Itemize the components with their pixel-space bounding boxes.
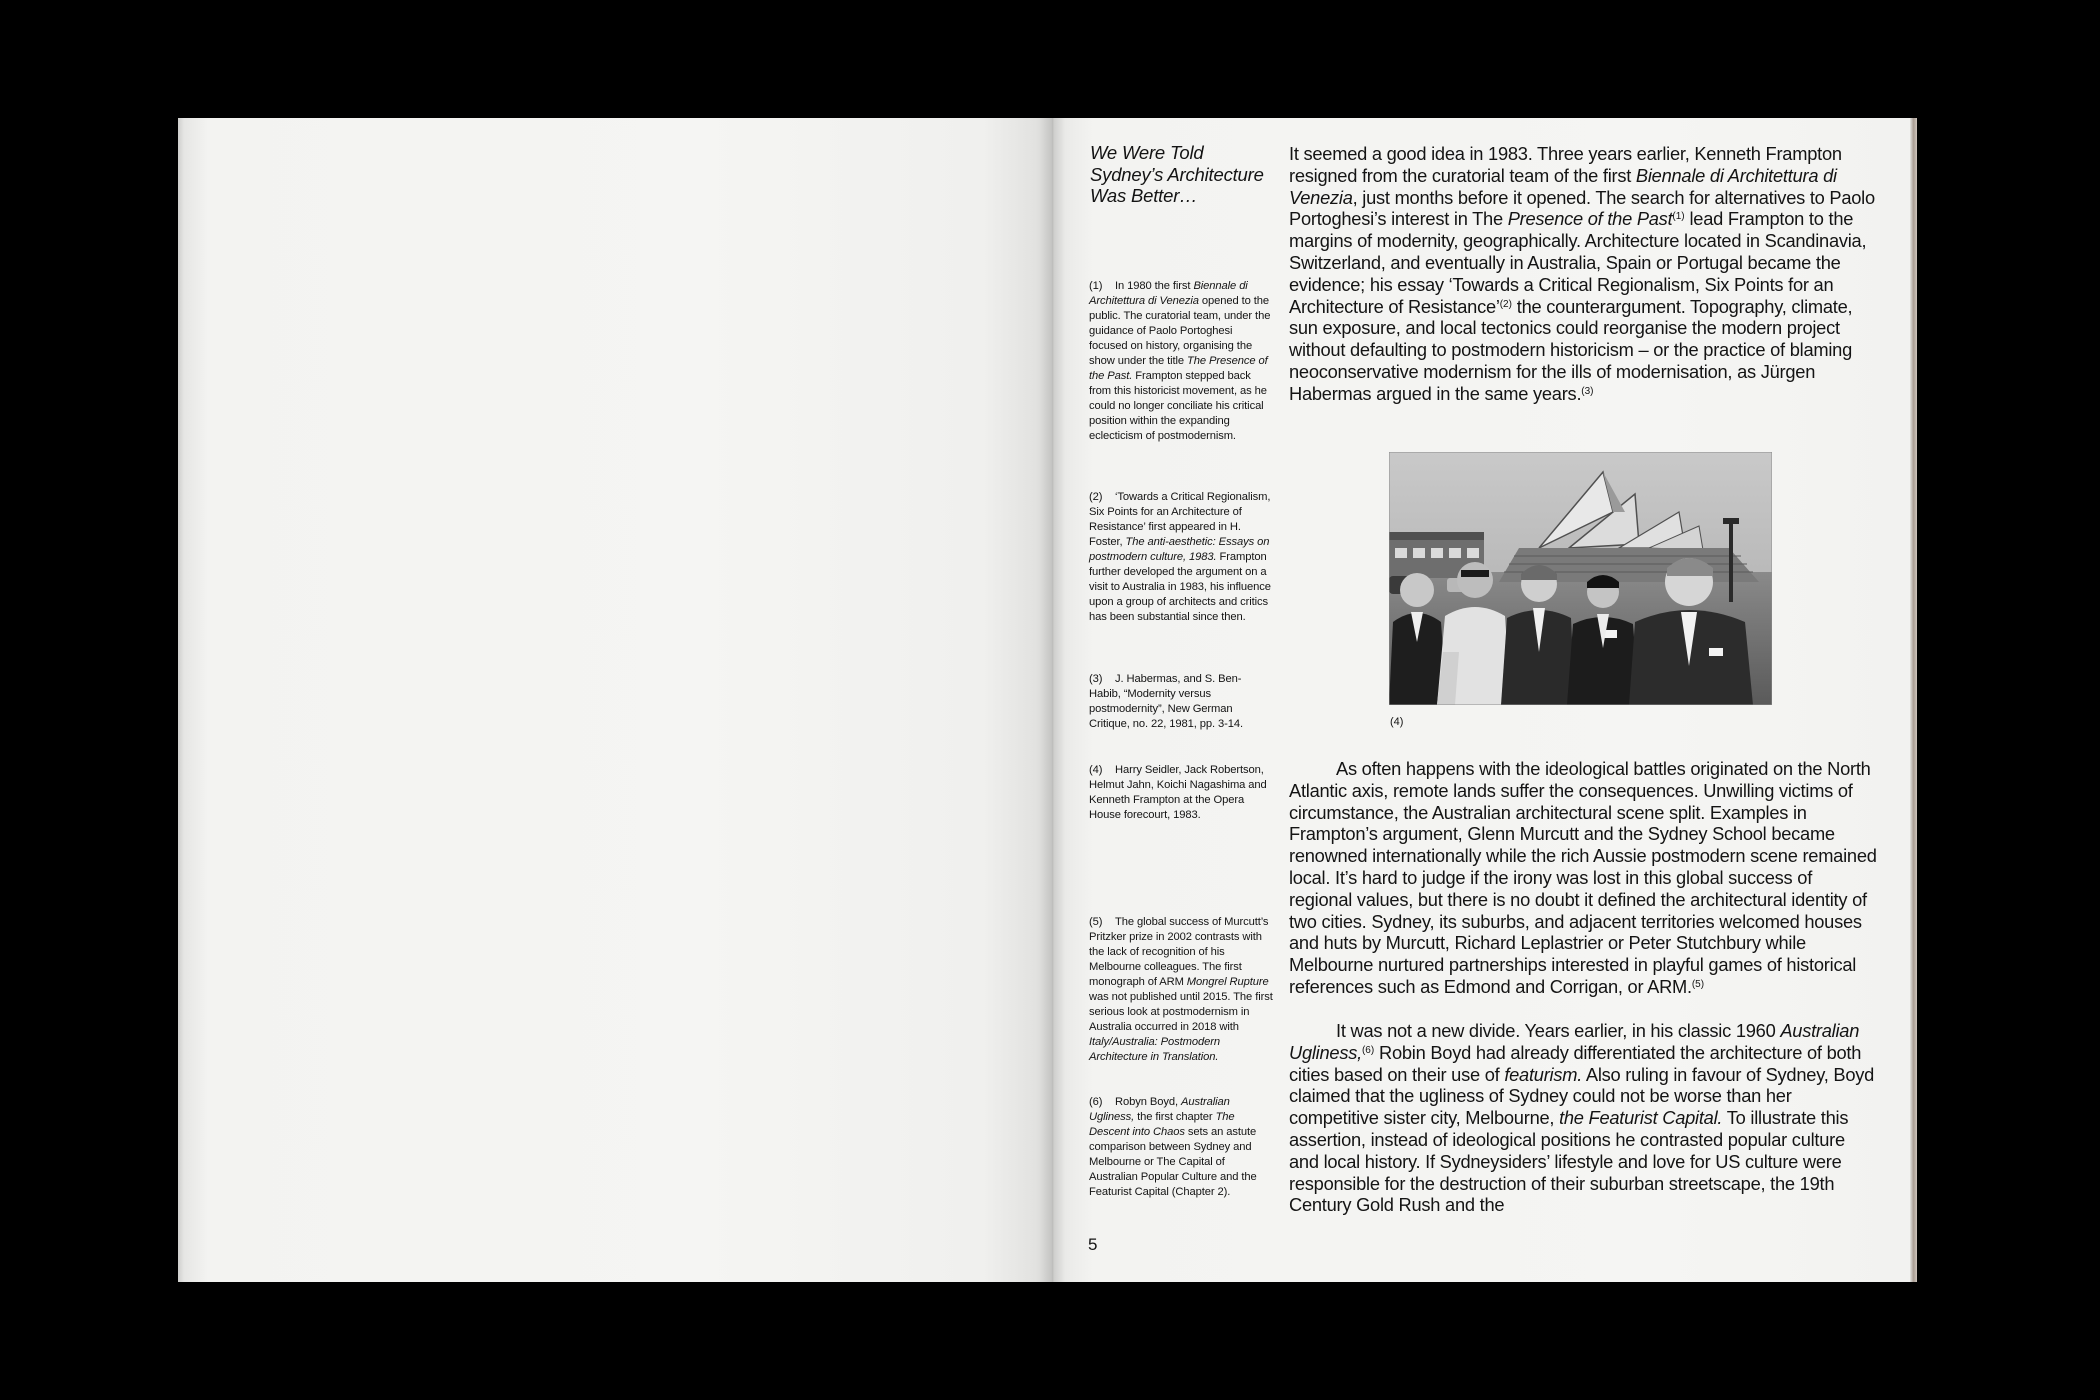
footnote-1	[1089, 279, 1273, 444]
opera-house-photo	[1389, 452, 1772, 705]
text-run: sets an astute comparison between Sydney and Melbourne or The Capital of Australian Popular Culture and the Featurist Capital (Chapter 2).	[1089, 1126, 1257, 1198]
photo-caption: (4)	[1390, 716, 1404, 728]
italic-run: Italy/Australia: Postmodern Architecture in Translation.	[1089, 1036, 1220, 1063]
text-run: ‘Towards a Critical Regionalism, Six Points for an Architecture of Resistance’ first appeared in H. Foster,	[1089, 491, 1271, 548]
footnote-ref: (1)	[1672, 211, 1685, 223]
footnote-number: (2)	[1089, 491, 1103, 503]
italic-run: Australian Ugliness,	[1089, 1096, 1230, 1123]
footnote-6	[1089, 1095, 1273, 1200]
text-run: the first chapter	[1134, 1111, 1216, 1123]
section-title-line: Sydney’s Architecture	[1090, 163, 1264, 185]
footnote-4	[1089, 763, 1273, 823]
body-paragraph-2	[1289, 758, 1879, 998]
left-page-blank	[178, 118, 1053, 1282]
page-edge	[1910, 118, 1917, 1282]
text-run: To illustrate this assertion, instead of ideological positions he contrasted popular culture and local history. If Sydneysiders’ lifestyle and love for US culture were responsible for the destruction of their suburban streetscape, the 19th Century Gold Rush and the	[1289, 1107, 1849, 1216]
italic-run: Australian Ugliness,	[1289, 1020, 1860, 1063]
italic-run: Biennale di Architettura di Venezia	[1289, 164, 1837, 208]
text-run: Harry Seidler, Jack Robertson, Helmut Jahn, Koichi Nagashima and Kenneth Frampton at the Opera House forecourt, 1983.	[1089, 764, 1267, 821]
footnote-number: (4)	[1089, 764, 1103, 776]
text-run: Also ruling in favour of Sydney, Boyd claimed that the ugliness of Sydney could not be worse than her competitive sister city, Melbourne,	[1289, 1063, 1875, 1129]
italic-run: The anti-aesthetic: Essays on postmodern culture, 1983.	[1089, 536, 1270, 563]
text-run: It seemed a good idea in 1983. Three years earlier, Kenneth Frampton resigned from the curatorial team of the first	[1289, 143, 1842, 186]
italic-run: Biennale di Architettura di Venezia	[1089, 280, 1248, 307]
footnote-number: (1)	[1089, 280, 1103, 292]
footnote-ref: (6)	[1361, 1044, 1375, 1056]
body-paragraph-1	[1289, 143, 1879, 405]
text-run: opened to the public. The curatorial team, under the guidance of Paolo Portoghesi focused on history, organising the show under the title	[1089, 295, 1271, 367]
text-run: Frampton stepped back from this historicist movement, as he could no longer conciliate his critical position within the expanding eclecticism of postmodernism.	[1089, 370, 1267, 442]
footnote-ref: (3)	[1581, 385, 1594, 397]
footnote-5	[1089, 915, 1273, 1065]
footnote-ref: (2)	[1499, 298, 1512, 310]
footnote-number: (6)	[1089, 1096, 1103, 1108]
page-number: 5	[1088, 1235, 1098, 1254]
gutter-shadow	[1040, 118, 1066, 1282]
text-run: The global success of Murcutt’s Pritzker prize in 2002 contrasts with the lack of recognition of his Melbourne colleagues. The first monograph of ARM	[1089, 916, 1269, 988]
italic-run: featurism.	[1504, 1063, 1583, 1085]
text-run: , just months before it opened. The search for alternatives to Paolo Portoghesi’s interest in The	[1289, 186, 1875, 230]
italic-run: The Descent into Chaos	[1089, 1111, 1235, 1138]
text-run: J. Habermas, and S. Ben-Habib, “Modernity versus postmodernity”, New German Critique, no. 22, 1981, pp. 3-14.	[1089, 673, 1244, 730]
footnote-number: (3)	[1089, 673, 1103, 685]
footnote-number: (5)	[1089, 916, 1103, 928]
section-title-line: Was Better…	[1090, 185, 1198, 206]
body-paragraph-3	[1289, 1020, 1879, 1216]
italic-run: the Featurist Capital.	[1559, 1107, 1723, 1129]
italic-run: Presence of the Past	[1507, 208, 1673, 230]
text-run: As often happens with the ideological battles originated on the North Atlantic axis, remote lands suffer the consequences. Unwilling victims of circumstance, the Australian architectural scene split. Examples in Frampton’s argument, Glenn Murcutt and the Sydney School became renowned internationally while the rich Aussie postmodern scene remained local. It’s hard to judge if the irony was lost in this global success of regional values, but there is no doubt it defined the architectural identity of two cities. Sydney, its suburbs, and adjacent territories welcomed houses and huts by Murcutt, Richard Leplastrier or Peter Stutchbury while Melbourne nurtured partnerships interested in playful games of historical references such as Edmond and Corrigan, or ARM.	[1289, 758, 1877, 997]
text-run: It was not a new divide. Years earlier, in his classic 1960	[1336, 1020, 1781, 1041]
section-title	[1090, 142, 1280, 207]
footnote-3	[1089, 672, 1273, 732]
text-run: the counterargument. Topography, climate, sun exposure, and local tectonics could reorganise the modern project without defaulting to postmodern historicism – or the practice of blaming neoconservative modernism for the ills of modernisation, as Jürgen Habermas argued in the same years.	[1289, 295, 1853, 404]
text-run: was not published until 2015. The first serious look at postmodernism in Australia occurred in 2018 with	[1089, 991, 1273, 1033]
text-run: Frampton further developed the argument on a visit to Australia in 1983, his influence upon a group of architects and critics has been substantial since then.	[1089, 551, 1271, 623]
archival-photo	[1389, 452, 1772, 705]
text-run: In 1980 the first	[1115, 280, 1194, 292]
text-run: lead Frampton to the margins of modernity, geographically. Architecture located in Scandinavia, Switzerland, and eventually in Australia, Spain or Portugal became the evidence; his essay ‘Towards a Critical Regionalism, Six Points for an Architecture of Resistance’	[1289, 208, 1867, 317]
text-run: Robin Boyd had already differentiated the architecture of both cities based on their use of	[1289, 1041, 1862, 1085]
text-run: Robyn Boyd,	[1115, 1096, 1181, 1108]
footnote-2	[1089, 490, 1273, 625]
section-title-line: We Were Told	[1090, 142, 1204, 163]
footnote-ref: (5)	[1691, 978, 1705, 990]
italic-run: The Presence of the Past.	[1089, 355, 1268, 382]
italic-run: Mongrel Rupture	[1186, 976, 1269, 988]
